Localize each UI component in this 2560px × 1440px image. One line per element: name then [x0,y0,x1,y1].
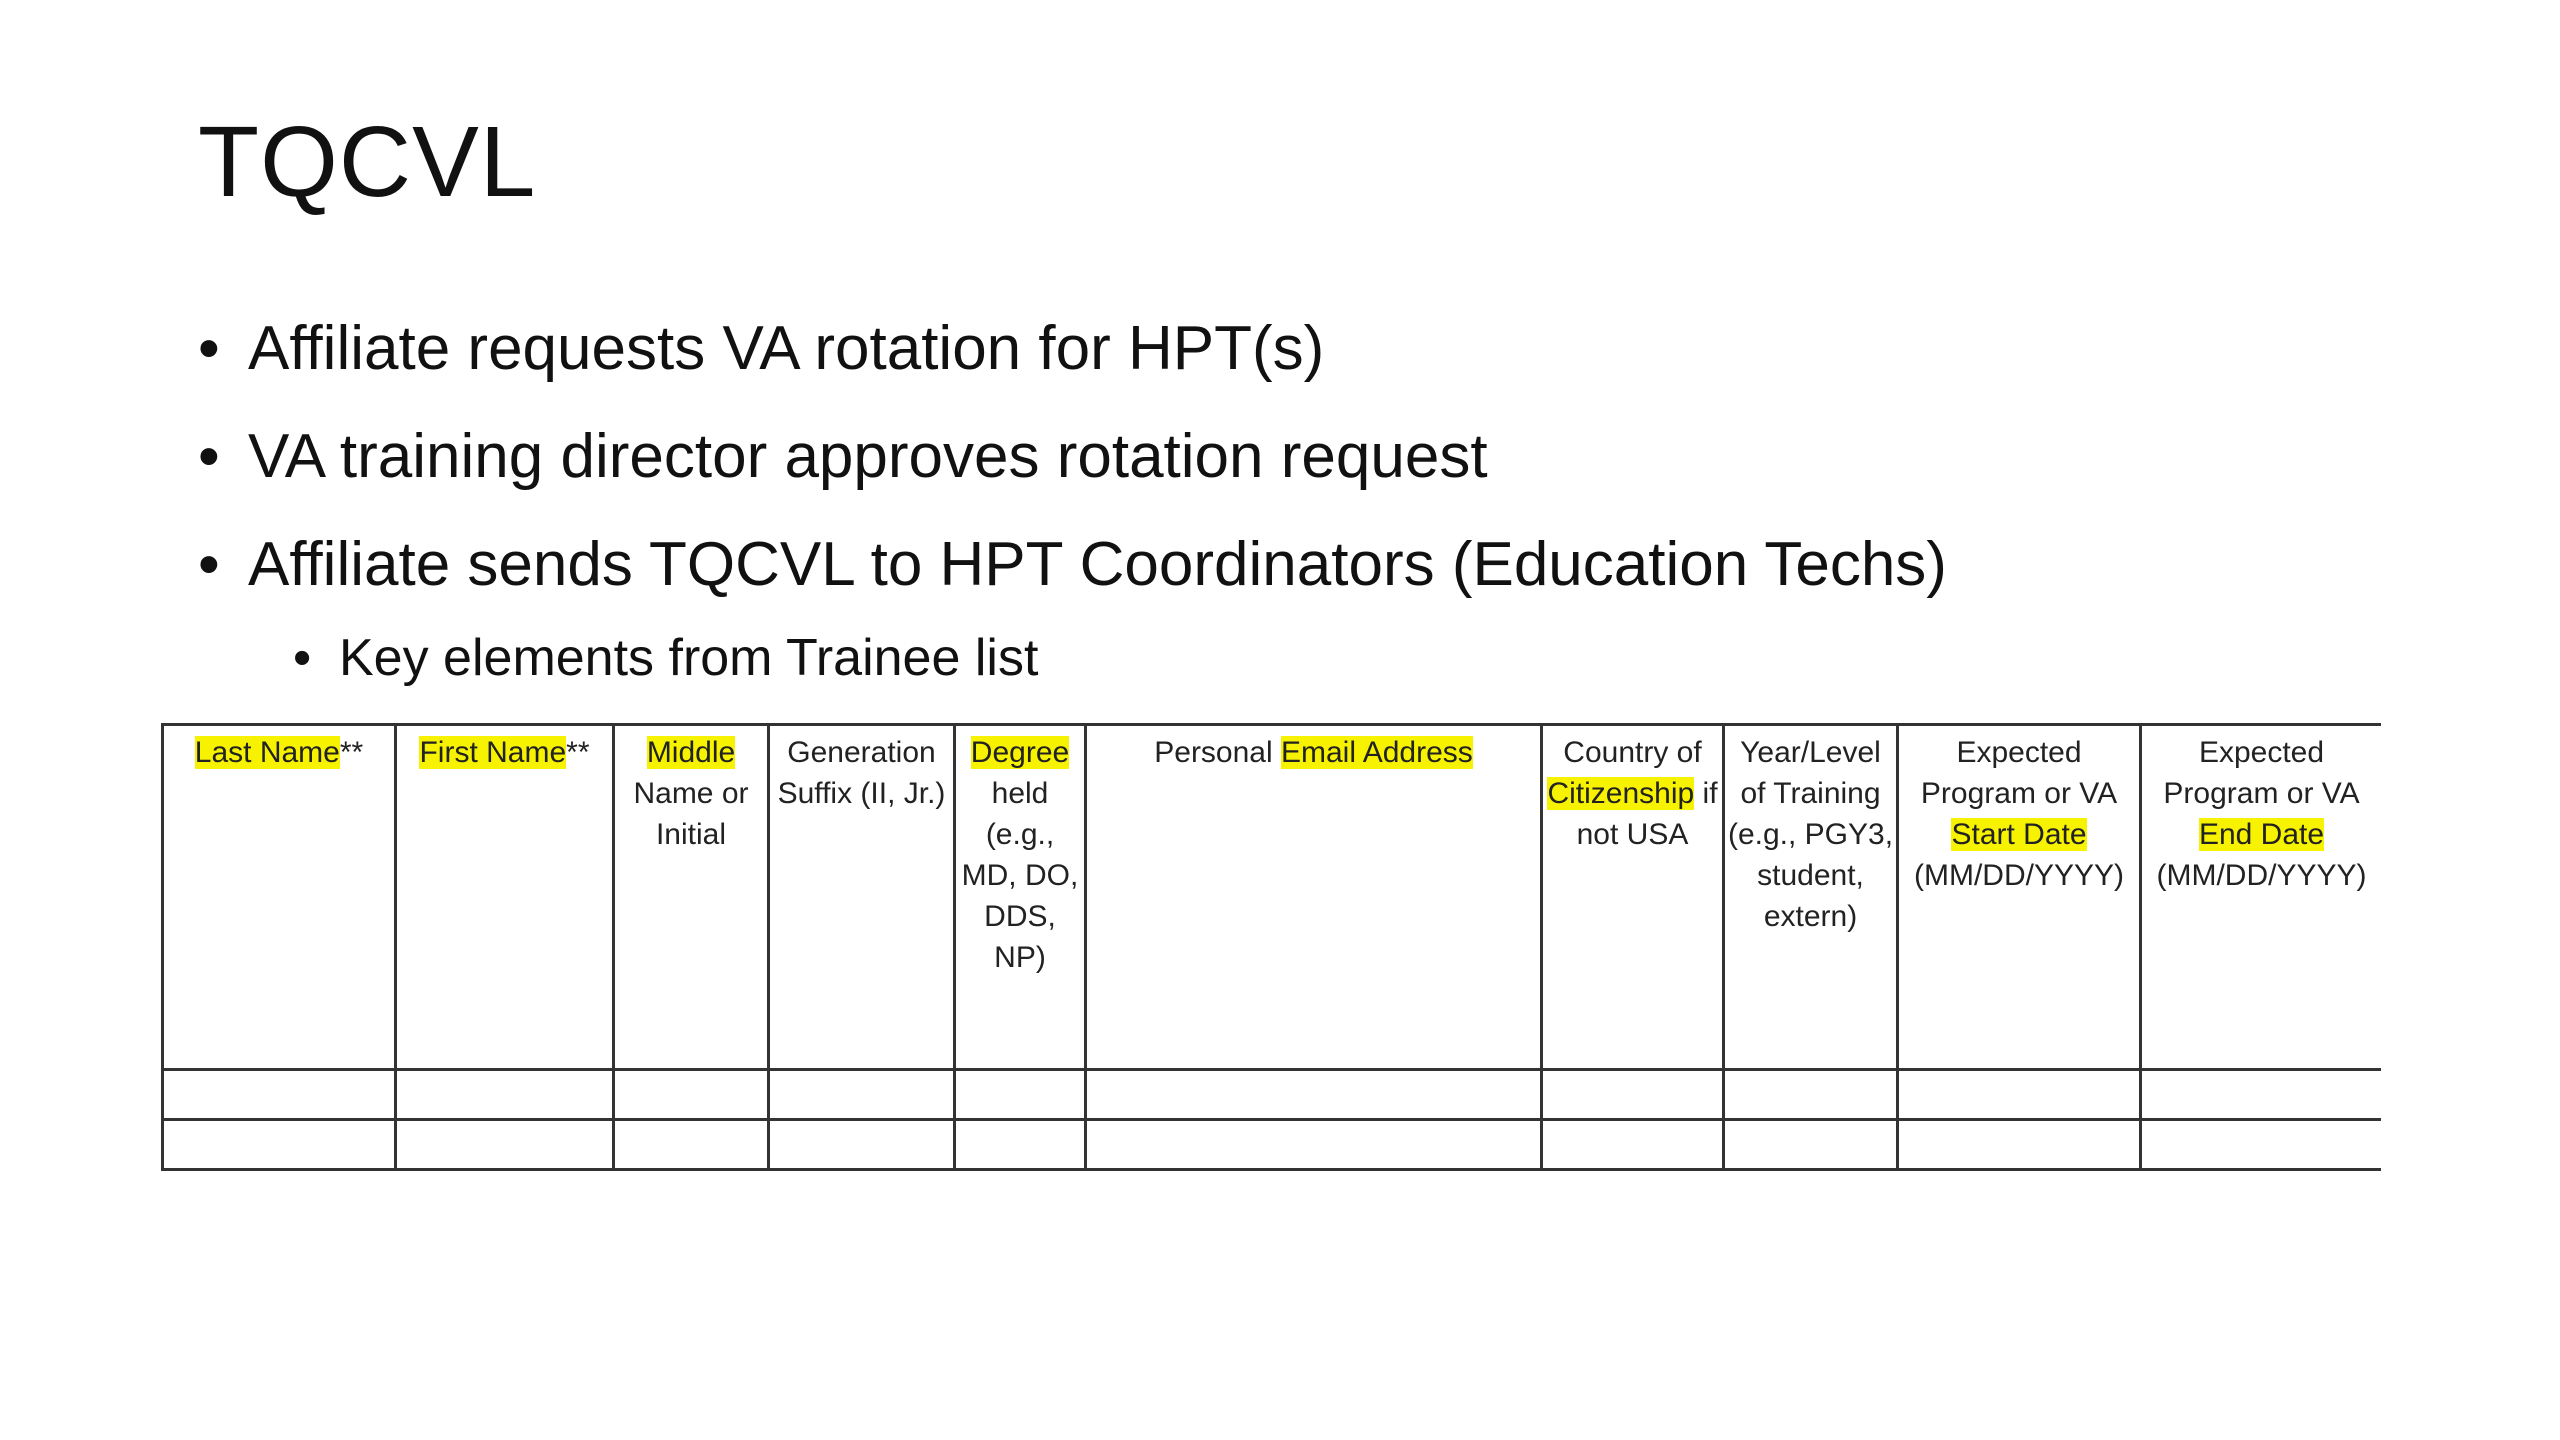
header-email: Personal Email Address [1086,725,1542,1070]
table-row [163,1120,2382,1170]
header-degree: Degree held (e.g., MD, DO, DDS, NP) [955,725,1086,1070]
trainee-list-table [161,723,2381,1171]
header-start-date: Expected Program or VA Start Date (MM/DD/YYYY) [1898,725,2141,1070]
slide-title: TQCVL [198,106,537,218]
table-row [163,1070,2382,1120]
sub-bullet-item: • Key elements from Trainee list [293,629,1039,687]
header-last-name: Last Name** [163,725,396,1070]
header-first-name: First Name** [396,725,614,1070]
bullet-text: VA training director approves rotation request [248,422,1488,491]
bullet-item: • Affiliate requests VA rotation for HPT(s) [198,314,1325,383]
sub-bullet-text: Key elements from Trainee list [339,629,1039,687]
table-header-row [163,725,2382,1070]
bullet-item: • VA training director approves rotation request [198,422,1488,491]
header-middle-name: Middle Name or Initial [614,725,769,1070]
header-training-level: Year/Level of Training (e.g., PGY3, student, extern) [1724,725,1898,1070]
header-generation-suffix: Generation Suffix (II, Jr.) [769,725,955,1070]
table-row [163,1170,2382,1172]
bullet-item: • Affiliate sends TQCVL to HPT Coordinators (Education Techs) [198,530,1947,599]
header-end-date: Expected Program or VA End Date (MM/DD/YYYY) [2141,725,2382,1070]
trainee-list-table-image [161,723,2381,1171]
header-citizenship: Country of Citizenship if not USA [1542,725,1724,1070]
bullet-text: Affiliate requests VA rotation for HPT(s) [248,314,1325,383]
bullet-text: Affiliate sends TQCVL to HPT Coordinators (Education Techs) [248,530,1947,599]
